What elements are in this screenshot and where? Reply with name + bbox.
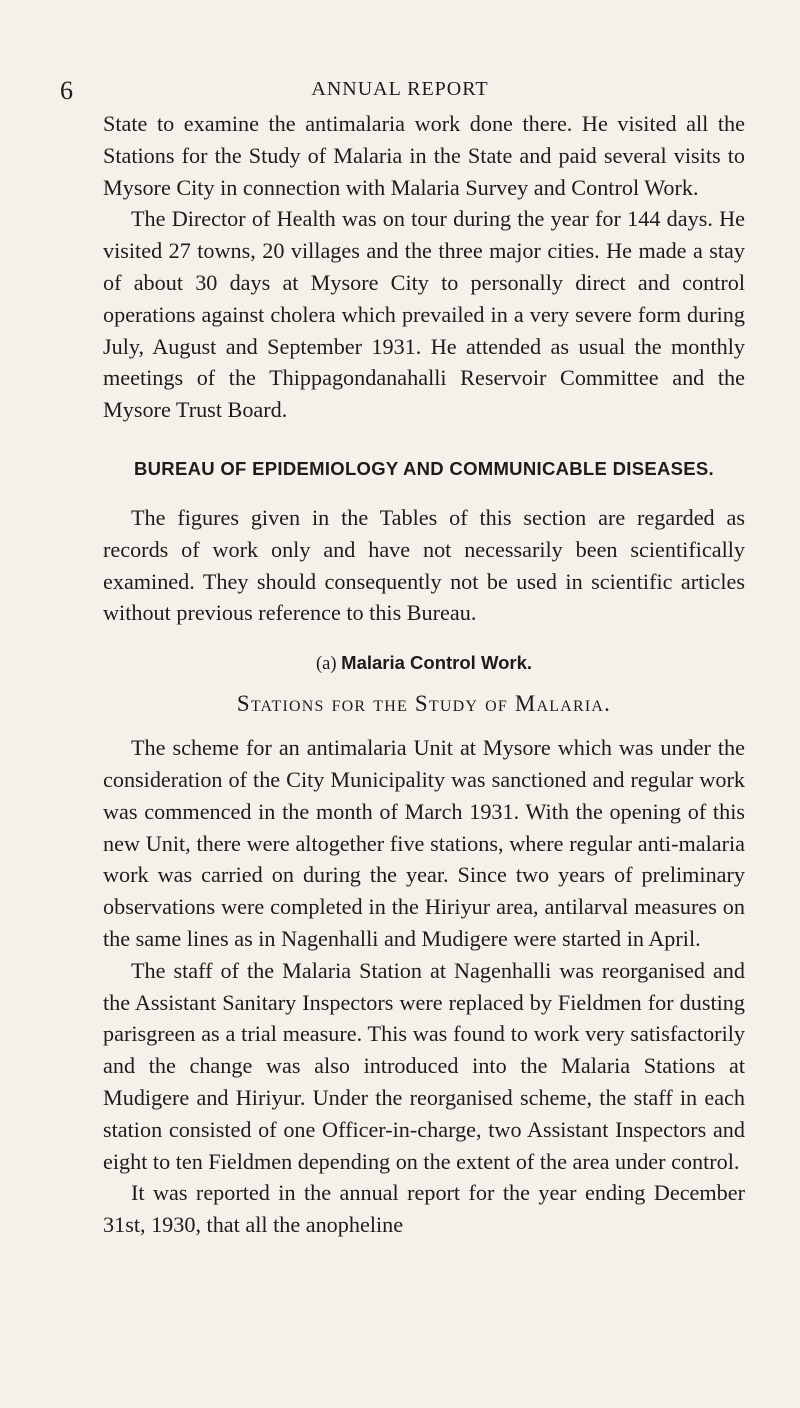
- paragraph-director-tour: The Director of Health was on tour during the year for 144 days. He visited 27 towns, 20 villages and the three major cities. He made a stay of about 30 days at Mysore City to personally direct and control operations against cholera which prevailed in a very severe form during July, August and September 1931. He attended as usual the monthly meetings of the Thippagondanahalli Reservoir Committee and the Mysore Trust Board.: [103, 206, 745, 423]
- paragraph-continuation: State to examine the antimalaria work done there. He visited all the Stations for the Study of Malaria in the State and paid several visits to Mysore City in connection with Malaria Survey and Control Work.: [103, 111, 745, 200]
- body-text: [103, 108, 745, 1241]
- paragraph-annual-report: It was reported in the annual report for the year ending December 31st, 1930, that all the anopheline: [103, 1180, 745, 1238]
- running-head: ANNUAL REPORT: [311, 78, 489, 100]
- paragraph-staff-reorganisation: The staff of the Malaria Station at Nagenhalli was reorganised and the Assistant Sanitary Inspectors were replaced by Fieldmen for dusting parisgreen as a trial measure. This was found to work very satisfactorily and the change was also introduced into the Malaria Stations at Mudigere and Hiriyur. Under the reorganised scheme, the staff in each station consisted of one Officer-in-charge, two Assistant Inspectors and eight to ten Fieldmen depending on the extent of the area under control.: [103, 957, 745, 1174]
- page-number: 6: [60, 76, 73, 105]
- subsection-title: Malaria Control Work.: [341, 652, 533, 674]
- stations-heading: Stations for the Study of Malaria.: [236, 691, 612, 717]
- paragraph-figures-note: The figures given in the Tables of this section are regarded as records of work only and have not necessarily been scientifically examined. They should consequently not be used in scientific articles without previous reference to this Bureau.: [103, 504, 745, 626]
- subsection-heading: [103, 649, 745, 678]
- subsection-marker: (a): [315, 654, 337, 675]
- paragraph-antimalaria-unit: The scheme for an antimalaria Unit at Mysore which was under the consideration of the City Municipality was sanctioned and regular work was commenced in the month of March 1931. With the opening of this new Unit, there were altogether five stations, where regular anti-malaria work was carried on during the year. Since two years of preliminary observations were completed in the Hiriyur area, antilarval measures on the same lines as in Nagenhalli and Mudigere were started in April.: [103, 735, 745, 951]
- page-header: [0, 76, 800, 106]
- section-heading-bureau: BUREAU OF EPIDEMIOLOGY AND COMMUNICABLE DISEASES.: [133, 457, 714, 479]
